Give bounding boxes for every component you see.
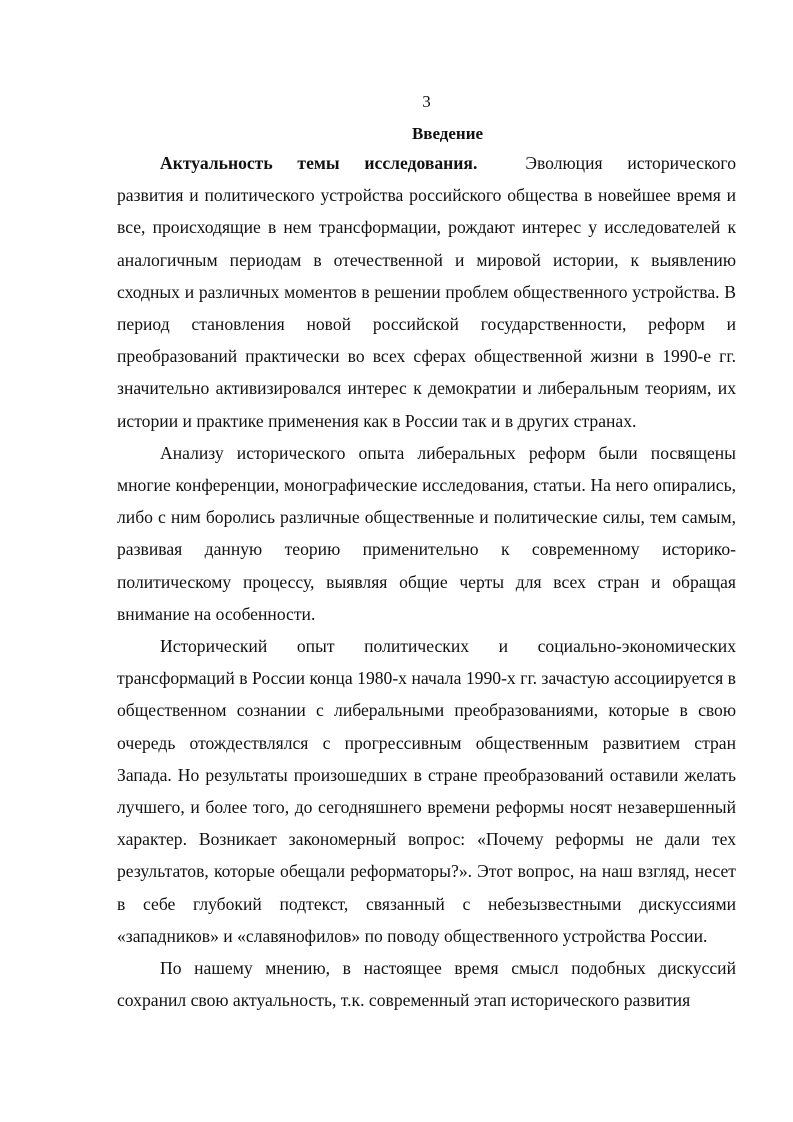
paragraph: По нашему мнению, в настоящее время смысл подобных дискуссий сохранил свою актуальность, т.к. современный этап исторического развития — [117, 958, 736, 1011]
paragraph-lead: Актуальность темы исследования. — [160, 153, 478, 173]
body-text — [117, 147, 736, 1016]
paragraph-text: Эволюция исторического развития и политического устройства российского общества в новейшее время и все, происходящие в нем трансформации, рождают интерес у исследователей к аналогичным периодам в отечественной и мировой истории, к выявлению сходных и различных моментов в решении проблем общественного устройства. В период становления новой российской государственности, реформ и преобразований практически во всех сферах общественной жизни в 1990-е гг. значительно активизировался интерес к демократии и либеральным теориям, их истории и практике применения как в России так и в других странах. — [117, 153, 736, 431]
page-number: 3 — [422, 92, 431, 111]
paragraph: Анализу исторического опыта либеральных реформ были посвящены многие конференции, монографические исследования, статьи. На него опирались, либо с ним боролись различные общественные и политические силы, тем самым, развивая данную теорию применительно к современному историко-политическому процессу, выявляя общие черты для всех стран и обращая внимание на особенности. — [117, 442, 736, 624]
paragraph: Исторический опыт политических и социально-экономических трансформаций в России конца 1980-х начала 1990-х гг. зачастую ассоциируется в общественном сознании с либеральными преобразованиями, которые в свою очередь отождествлялся с прогрессивным общественным развитием стран Запада. Но результаты произошедших в стране преобразований оставили желать лучшего, и более того, до сегодняшнего времени реформы носят незавершенный характер. Возникает закономерный вопрос: «Почему реформы не дали тех результатов, которые обещали реформаторы?». Этот вопрос, на наш взгляд, несет в себе глубокий подтекст, связанный с небезызвестными дискуссиями «западников» и «славянофилов» по поводу общественного устройства России. — [117, 636, 736, 946]
section-title: Введение — [411, 124, 484, 143]
paragraph-relevance — [117, 147, 736, 437]
